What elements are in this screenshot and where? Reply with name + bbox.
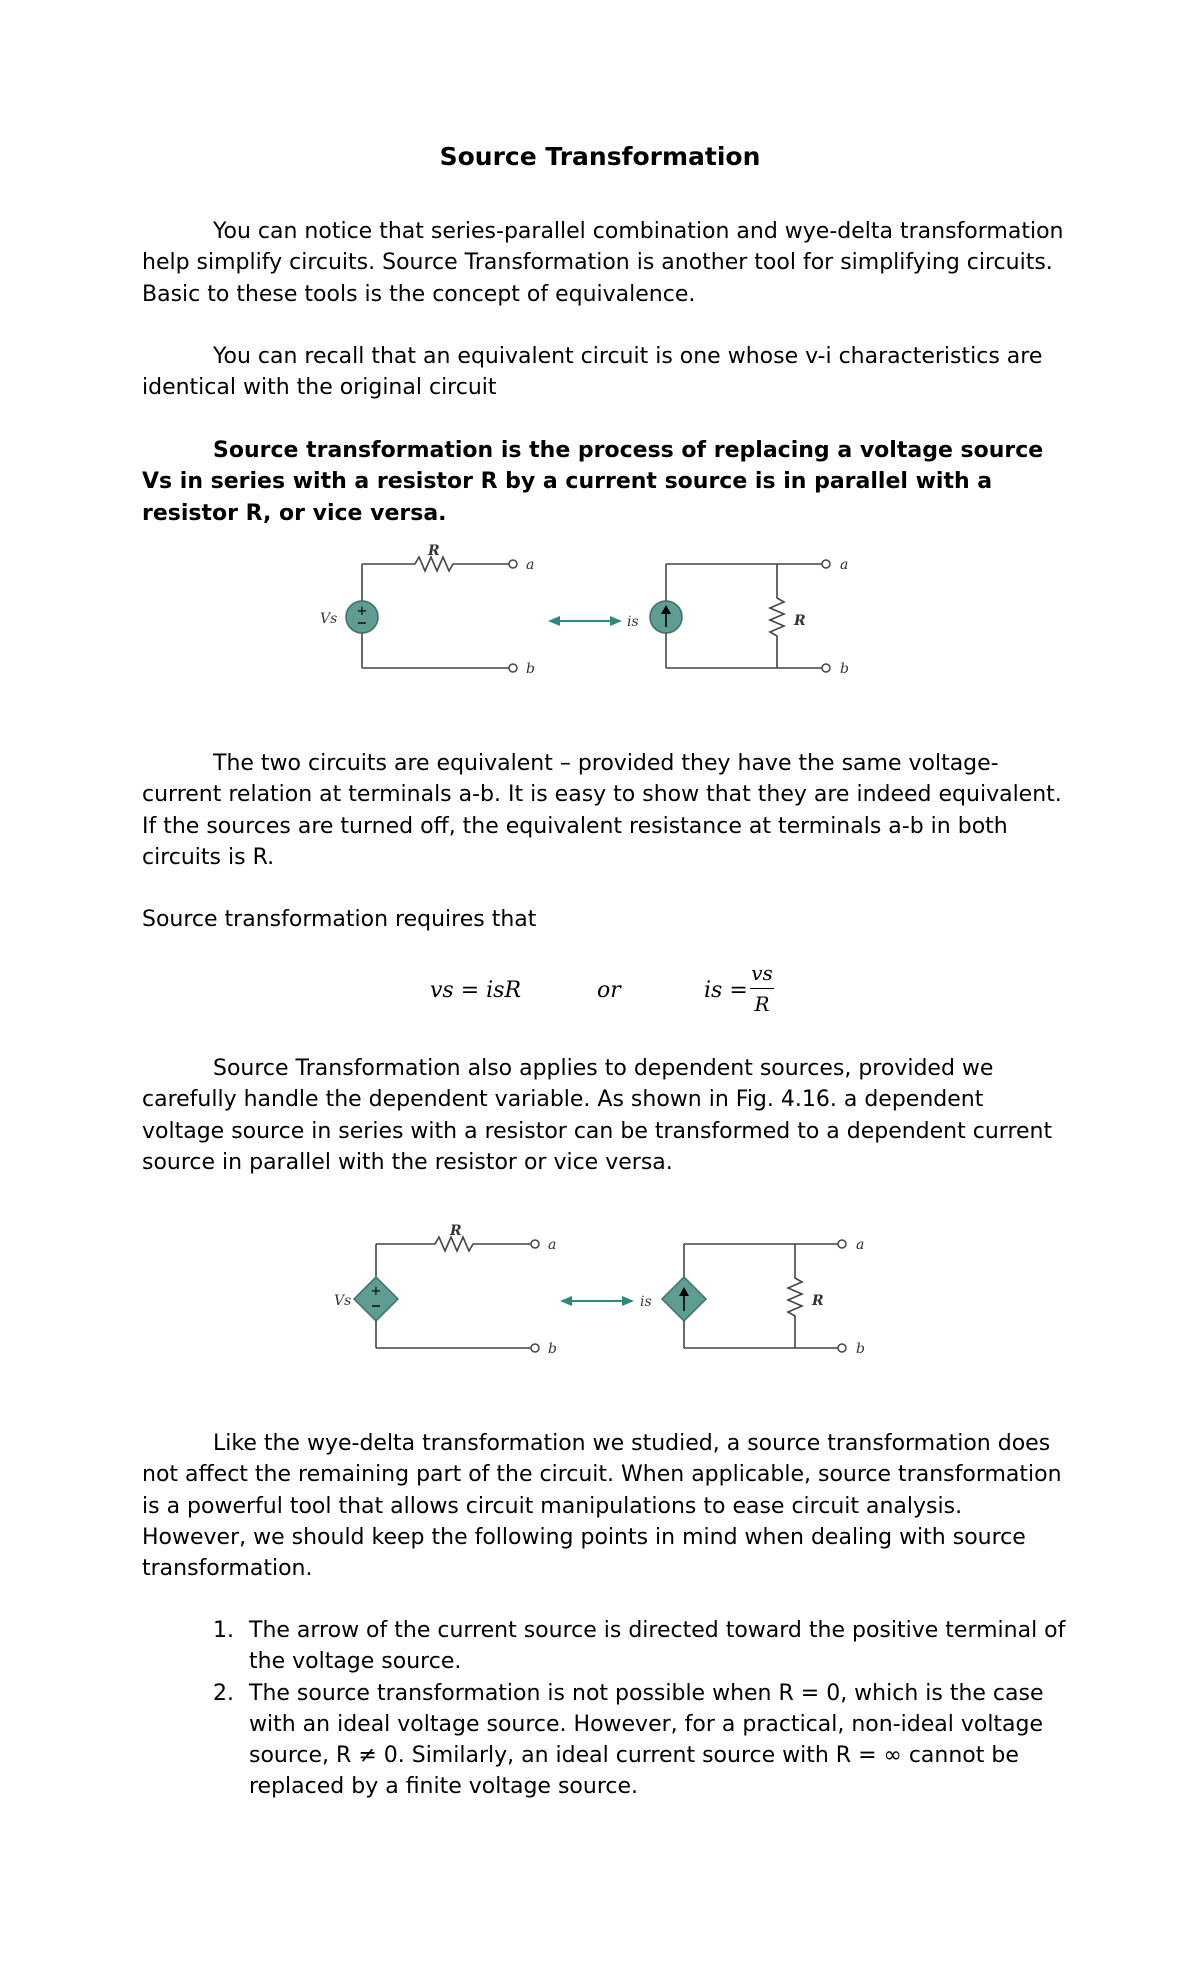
- terminal-b: [509, 664, 517, 672]
- dep-resistor-zigzag: [376, 1237, 531, 1251]
- list-item-number: 1.: [213, 1618, 234, 1643]
- list-item-text: The source transformation is not possible when R = 0, which is the case with an ideal voltage source. However, for a practical, non-ideal voltage source, R ≠ 0. Similarly, an ideal current source with R = ∞ cannot be replaced by a finite voltage source.: [249, 1680, 1044, 1800]
- dep-terminal-a-right: [838, 1240, 846, 1248]
- dep-terminal-b-label: b: [548, 1341, 557, 1357]
- resistor-zigzag: [362, 557, 509, 571]
- dep-double-arrow-icon: [560, 1296, 634, 1306]
- paragraph-equivalence: You can notice that series-parallel combination and wye-delta transformation help simplify circuits. Source Transformation is another tool for simplifying circuits. Basic to these tools is the concept of equivalence.: [142, 219, 1064, 307]
- current-source-label: is: [627, 614, 639, 630]
- paragraph-equivalence-explained: The two circuits are equivalent – provided they have the same voltage-current relation at terminals a-b. It is easy to show that they are indeed equivalent. If the sources are turned off, the equivalent resistance at terminals a-b in both circuits is R.: [142, 751, 1062, 870]
- dep-terminal-a-label: a: [548, 1237, 557, 1253]
- equation-right-lhs: is =: [704, 978, 748, 1003]
- dep-resistor-label: R: [450, 1223, 462, 1239]
- dep-current-source-label: is: [640, 1294, 652, 1310]
- dep-terminal-a-right-label: a: [856, 1237, 865, 1253]
- dep-terminal-a: [531, 1240, 539, 1248]
- voltage-source-circuit: [320, 543, 535, 677]
- double-arrow-icon: [548, 616, 622, 626]
- dependent-voltage-source-circuit: [334, 1223, 557, 1357]
- voltage-source-label: Vs: [320, 611, 338, 627]
- dep-parallel-resistor: [788, 1244, 802, 1348]
- equation-or: or: [597, 978, 621, 1003]
- dep-terminal-b: [531, 1344, 539, 1352]
- list-item: [213, 1615, 1073, 1678]
- paragraph-definition: Source transformation is the process of replacing a voltage source Vs in series with a resistor R by a current source is in parallel with a resistor R, or vice versa.: [142, 438, 1044, 526]
- list-item-number: 2.: [213, 1680, 234, 1706]
- terminal-b-right-label: b: [840, 661, 849, 677]
- page-title: Source Transformation: [439, 142, 761, 171]
- list-item-text: The arrow of the current source is directed toward the positive terminal of the voltage source.: [249, 1618, 1066, 1675]
- dep-terminal-b-right: [838, 1344, 846, 1352]
- dep-parallel-resistor-label: R: [812, 1293, 824, 1309]
- dep-voltage-source-label: Vs: [334, 1293, 352, 1309]
- current-source-circuit: [627, 557, 849, 677]
- parallel-resistor: [770, 564, 784, 668]
- dependent-source-transformation-diagram: [310, 1215, 870, 1365]
- dependent-current-source-circuit: [640, 1237, 865, 1357]
- terminal-b-right: [822, 664, 830, 672]
- terminal-b-label: b: [526, 661, 535, 677]
- dep-terminal-b-right-label: b: [856, 1341, 865, 1357]
- points-list: [213, 1615, 1073, 1803]
- paragraph-dependent-sources: Source Transformation also applies to dependent sources, provided we carefully handle the dependent variable. As shown in Fig. 4.16. a dependent voltage source in series with a resistor can be transformed to a dependent current source in parallel with the resistor or vice versa.: [142, 1056, 1053, 1175]
- fraction-bar: [750, 988, 774, 989]
- paragraph-wye-delta-comparison: Like the wye-delta transformation we studied, a source transformation does not affect the remaining part of the circuit. When applicable, source transformation is a powerful tool that allows circuit manipulations to ease circuit analysis. However, we should keep the following points in mind when dealing with source transformation.: [142, 1431, 1062, 1582]
- resistor-label: R: [428, 543, 440, 559]
- terminal-a: [509, 560, 517, 568]
- equation-numerator: vs: [751, 961, 773, 985]
- equation-left: vs = isR: [430, 978, 522, 1003]
- svg-text:+: +: [356, 604, 368, 619]
- independent-source-transformation-diagram: [300, 535, 860, 685]
- equation-denominator: R: [754, 992, 770, 1016]
- svg-text:+: +: [370, 1284, 382, 1299]
- terminal-a-right: [822, 560, 830, 568]
- terminal-a-label: a: [526, 557, 535, 573]
- paragraph-requires: Source transformation requires that: [142, 907, 537, 932]
- paragraph-equivalent-circuit: You can recall that an equivalent circuit is one whose v-i characteristics are identical with the original circuit: [142, 344, 1043, 401]
- parallel-resistor-label: R: [794, 613, 806, 629]
- list-item: [213, 1678, 1073, 1803]
- terminal-a-right-label: a: [840, 557, 849, 573]
